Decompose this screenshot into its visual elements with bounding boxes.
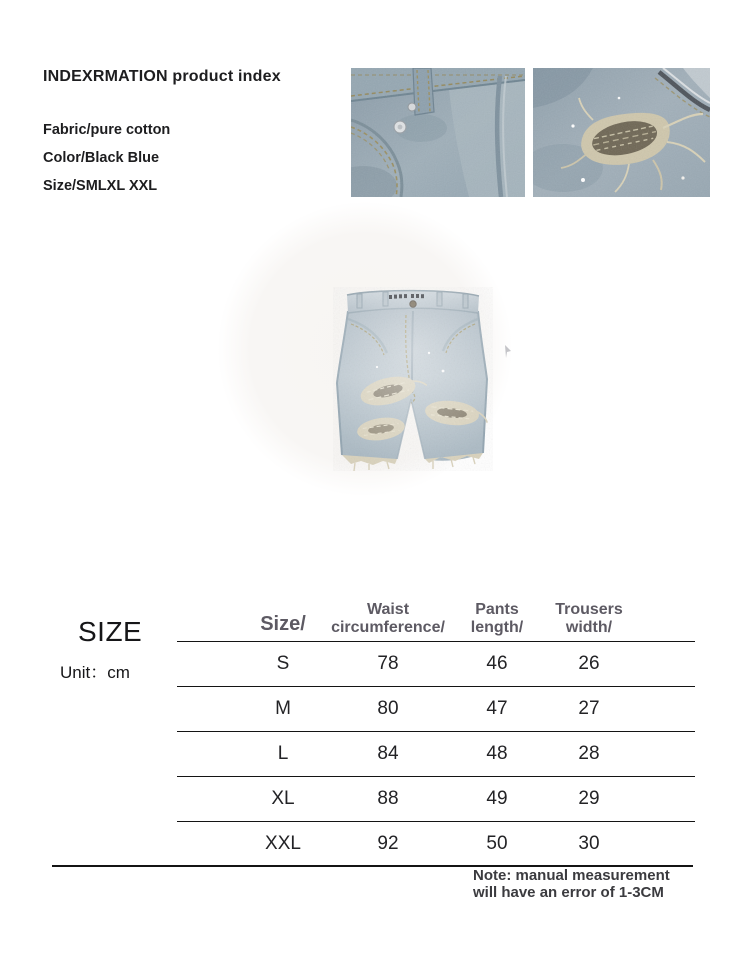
unit-label: Unit：cm [60,663,130,682]
table-row-m [177,686,695,732]
cell-size: L [277,743,289,764]
cell-width: 26 [578,653,600,674]
cell-waist: 78 [377,653,399,674]
spec-size: Size/SMLXL XXL [43,178,158,194]
cell-waist: 92 [377,833,399,854]
cell-waist: 84 [377,743,399,764]
note-line-1: Note: manual measurement [473,867,670,884]
table-row-xxl [177,821,695,866]
column-header-waist: Waist circumference/ [331,601,445,636]
cell-size: S [276,653,290,674]
spec-color: Color/Black Blue [43,150,160,166]
cell-length: 49 [486,788,508,809]
table-row-s [177,641,695,687]
cell-length: 47 [486,698,508,719]
denim-detail-photo-ripped-hole [533,68,710,197]
column-header-size: Size/ [260,613,306,636]
cell-length: 48 [486,743,508,764]
size-table [177,596,695,866]
cell-size: XL [271,788,295,809]
size-table-header [177,596,695,642]
column-header-trousers-width: Trousers width/ [555,601,623,636]
cell-width: 29 [578,788,600,809]
denim-detail-photo-waistband [351,68,525,197]
product-index-title: INDEXRMATION product index [43,68,281,85]
measurement-note [473,868,670,901]
cell-waist: 88 [377,788,399,809]
cell-size: M [275,698,291,719]
cell-length: 50 [486,833,508,854]
cell-width: 28 [578,743,600,764]
cell-size: XXL [265,833,301,854]
cell-width: 30 [578,833,600,854]
spec-fabric: Fabric/pure cotton [43,122,171,138]
size-section-label: SIZE [78,616,143,647]
note-line-2: will have an error of 1-3CM [473,883,664,901]
table-row-xl [177,776,695,822]
hero-photo-denim-shorts [333,287,493,471]
cursor-arrow-icon [503,345,513,358]
cell-width: 27 [578,698,600,719]
column-header-pants-length: Pants length/ [470,601,524,636]
table-row-l [177,731,695,777]
cell-length: 46 [486,653,508,674]
cell-waist: 80 [377,698,399,719]
